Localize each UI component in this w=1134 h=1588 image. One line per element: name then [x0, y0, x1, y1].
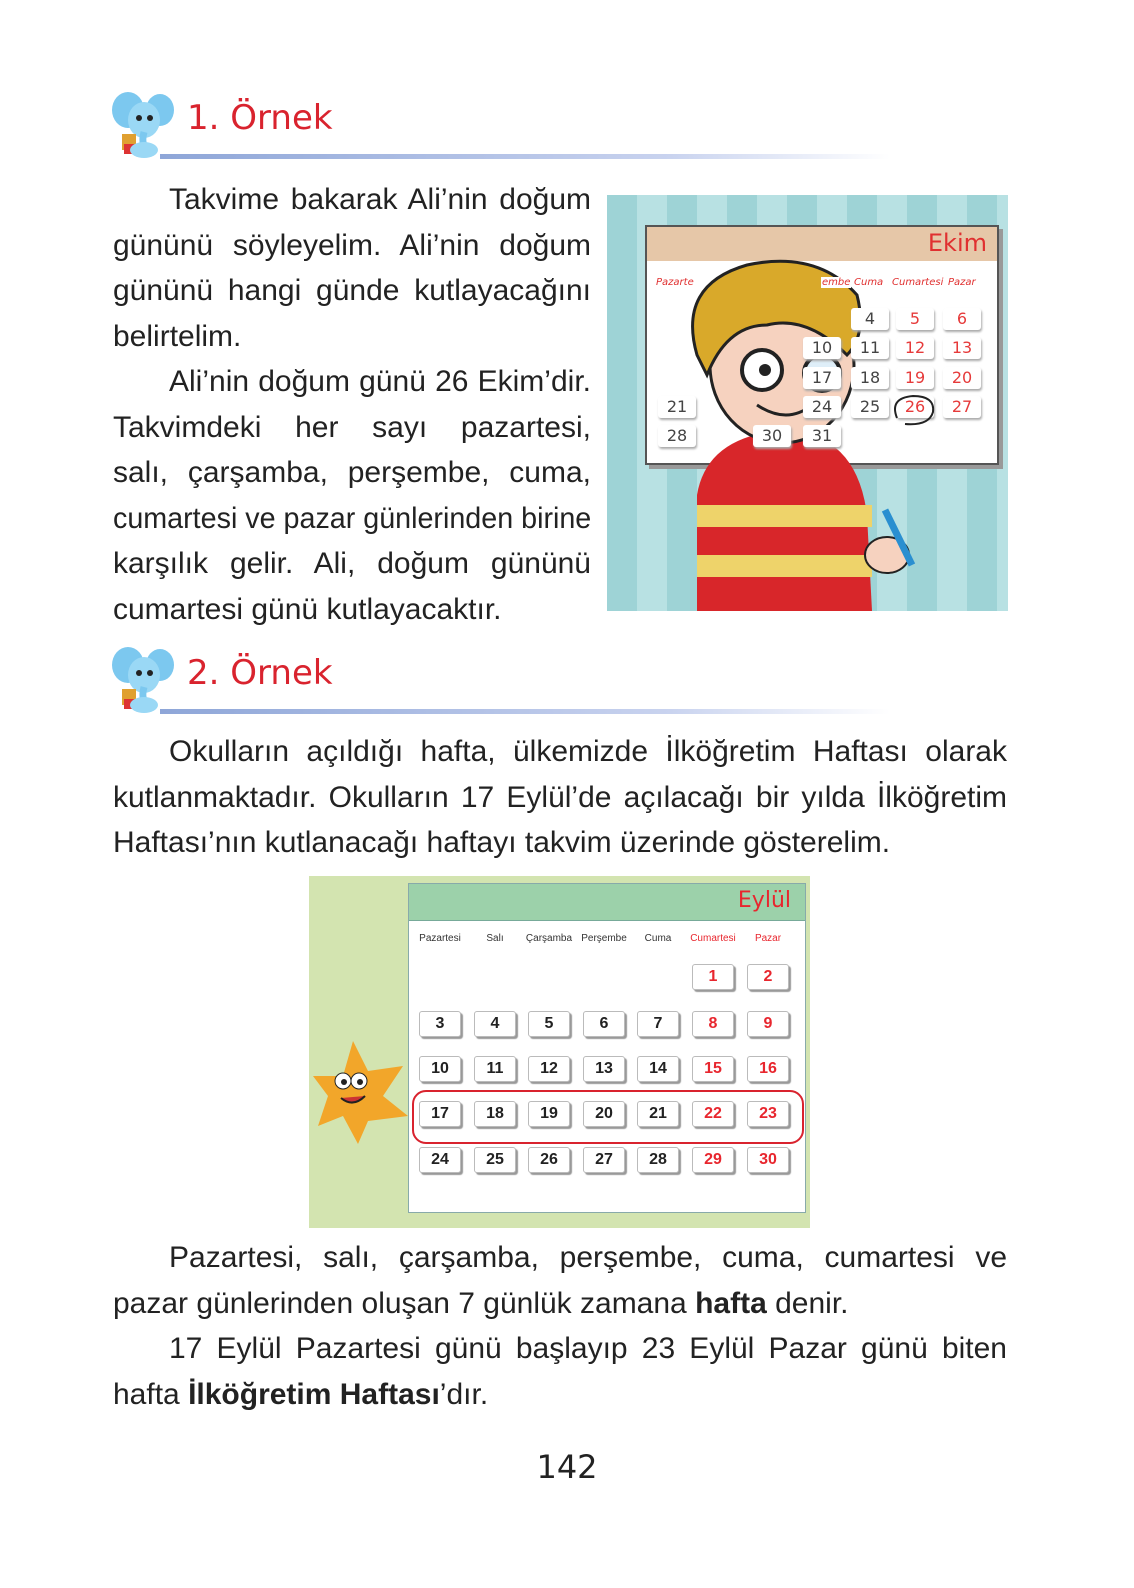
calendar-day: 8	[692, 1011, 734, 1037]
text-segment: hafta	[113, 1377, 189, 1411]
calendar-day: 31	[803, 425, 841, 447]
example-2-header	[110, 643, 910, 723]
text-line	[113, 314, 591, 360]
calendar-day: 4	[851, 308, 889, 330]
day-header: Çarşamba	[525, 933, 573, 944]
day-header: Pazar	[948, 277, 976, 288]
text-segment: gününü hangi günde kutlayacağını	[113, 274, 591, 307]
text-line	[113, 541, 591, 587]
day-header: Pazar	[754, 933, 782, 944]
circle-mark-icon	[891, 392, 939, 428]
text-line	[113, 496, 591, 542]
day-header: Pazarte	[656, 277, 694, 288]
header-divider	[160, 709, 890, 714]
day-header: Cumartesi	[892, 277, 944, 288]
calendar-day: 30	[747, 1147, 789, 1173]
calendar-day: 26	[528, 1147, 570, 1173]
calendar-day: 20	[583, 1101, 625, 1127]
day-header: Perşembe	[581, 933, 627, 944]
calendar-day: 6	[943, 308, 981, 330]
calendar-day: 18	[851, 367, 889, 389]
calendar-day: 9	[747, 1011, 789, 1037]
calendar-day: 11	[851, 337, 889, 359]
text-segment: Okulların açıldığı hafta, ülkemizde İlköğretim Haftası olarak	[169, 735, 1007, 768]
calendar-day: 12	[896, 337, 934, 359]
calendar-day: 29	[692, 1147, 734, 1173]
text-segment: kutlanmaktadır. Okulların 17 Eylül’de açılacağı bir yılda İlköğretim	[113, 780, 1007, 814]
calendar-day: 17	[803, 367, 841, 389]
calendar-day: 11	[474, 1056, 516, 1082]
calendar-day: 28	[658, 425, 696, 447]
calendar-day: 23	[747, 1101, 789, 1127]
text-line	[113, 450, 591, 496]
text-segment: 17 Eylül Pazartesi günü başlayıp 23 Eylül Pazar günü biten	[169, 1332, 1007, 1365]
calendar-day: 24	[419, 1147, 461, 1173]
calendar-day: 12	[528, 1056, 570, 1082]
calendar-month: Ekim	[927, 229, 987, 257]
text-segment: Haftası’nın kutlanacağı haftayı takvim üzerinde gösterelim.	[113, 826, 891, 859]
day-header: Cumartesi	[690, 933, 736, 944]
calendar-day: 20	[943, 367, 981, 389]
calendar-day: 4	[474, 1011, 516, 1037]
text-line	[113, 1235, 1007, 1281]
day-header: embe	[822, 277, 851, 288]
calendar-day: 17	[419, 1101, 461, 1127]
text-segment: cumartesi günü kutlayacaktır.	[113, 592, 502, 626]
example-2-title: 2. Örnek	[187, 653, 333, 693]
calendar-day: 10	[419, 1056, 461, 1082]
text-segment: ’dır.	[439, 1377, 489, 1411]
ekim-calendar-illustration	[607, 195, 1008, 611]
text-segment: Pazartesi, salı, çarşamba, perşembe, cuma, cumartesi ve	[169, 1241, 1007, 1274]
text-segment: cumartesi ve pazar günlerinden birine	[113, 501, 592, 535]
text-line	[113, 1372, 1007, 1418]
example-1-text	[113, 177, 591, 632]
calendar-day: 24	[803, 396, 841, 418]
calendar-day: 7	[637, 1011, 679, 1037]
calendar-day: 25	[474, 1147, 516, 1173]
example-1-title: 1. Örnek	[187, 98, 333, 138]
text-line	[113, 1281, 1007, 1327]
calendar-day: 30	[753, 425, 791, 447]
calendar-day: 27	[943, 396, 981, 418]
calendar-day: 27	[583, 1147, 625, 1173]
example-2-text	[113, 729, 1007, 866]
elephant-mascot-icon	[110, 88, 178, 160]
bold-term: İlköğretim Haftası	[188, 1377, 440, 1411]
day-header: Cuma	[854, 277, 884, 288]
ekim-calendar-days	[647, 227, 997, 463]
calendar-day: 25	[851, 396, 889, 418]
text-segment: pazar günlerinden oluşan 7 günlük zamana	[113, 1286, 696, 1320]
text-line	[113, 268, 591, 314]
calendar-day: 5	[896, 308, 934, 330]
text-segment: gününü söyleyelim. Ali’nin doğum	[113, 228, 591, 262]
calendar-day: 10	[803, 337, 841, 359]
calendar-day: 22	[692, 1101, 734, 1127]
summary-text	[113, 1235, 1007, 1417]
text-segment: Takvimdeki her sayı pazartesi,	[113, 410, 591, 444]
text-line	[113, 820, 1007, 866]
text-segment: denir.	[766, 1286, 849, 1320]
calendar-day: 19	[896, 367, 934, 389]
day-header: Cuma	[644, 933, 672, 944]
eylul-calendar	[408, 883, 806, 1213]
calendar-day: 13	[943, 337, 981, 359]
text-segment: salı, çarşamba, perşembe, cuma,	[113, 456, 591, 489]
elephant-mascot-icon	[110, 643, 178, 715]
text-segment: Ali’nin doğum günü 26 Ekim’dir.	[169, 365, 591, 398]
calendar-day: 28	[637, 1147, 679, 1173]
calendar-day: 14	[637, 1056, 679, 1082]
page-number: 142	[536, 1448, 598, 1486]
text-line	[113, 223, 591, 269]
calendar-day: 26	[896, 396, 934, 418]
text-line	[113, 405, 591, 451]
calendar-day: 13	[583, 1056, 625, 1082]
example-1-header	[110, 88, 910, 168]
bold-term: hafta	[695, 1286, 767, 1320]
text-line	[113, 587, 591, 633]
calendar-day: 2	[747, 964, 789, 990]
text-line	[113, 775, 1007, 821]
eylul-calendar-illustration	[309, 876, 810, 1228]
text-line	[113, 1326, 1007, 1372]
highlighted-week-oval	[412, 1090, 804, 1144]
text-line	[113, 359, 591, 405]
calendar-day: 21	[658, 396, 696, 418]
calendar-day: 21	[637, 1101, 679, 1127]
day-header: Pazartesi	[419, 933, 461, 944]
calendar-day: 3	[419, 1011, 461, 1037]
text-line	[113, 177, 591, 223]
text-segment: belirtelim.	[113, 319, 242, 353]
calendar-day: 15	[692, 1056, 734, 1082]
calendar-day: 6	[583, 1011, 625, 1037]
calendar-day: 19	[528, 1101, 570, 1127]
calendar-month: Eylül	[737, 888, 791, 913]
calendar-day: 1	[692, 964, 734, 990]
calendar-day: 5	[528, 1011, 570, 1037]
header-divider	[160, 154, 890, 159]
text-segment: karşılık gelir. Ali, doğum gününü	[113, 547, 591, 580]
autumn-leaf-icon	[313, 1036, 413, 1146]
calendar-day: 16	[747, 1056, 789, 1082]
text-line	[113, 729, 1007, 775]
text-segment: Takvime bakarak Ali’nin doğum	[169, 183, 591, 216]
day-header: Salı	[486, 933, 504, 944]
calendar-day: 18	[474, 1101, 516, 1127]
